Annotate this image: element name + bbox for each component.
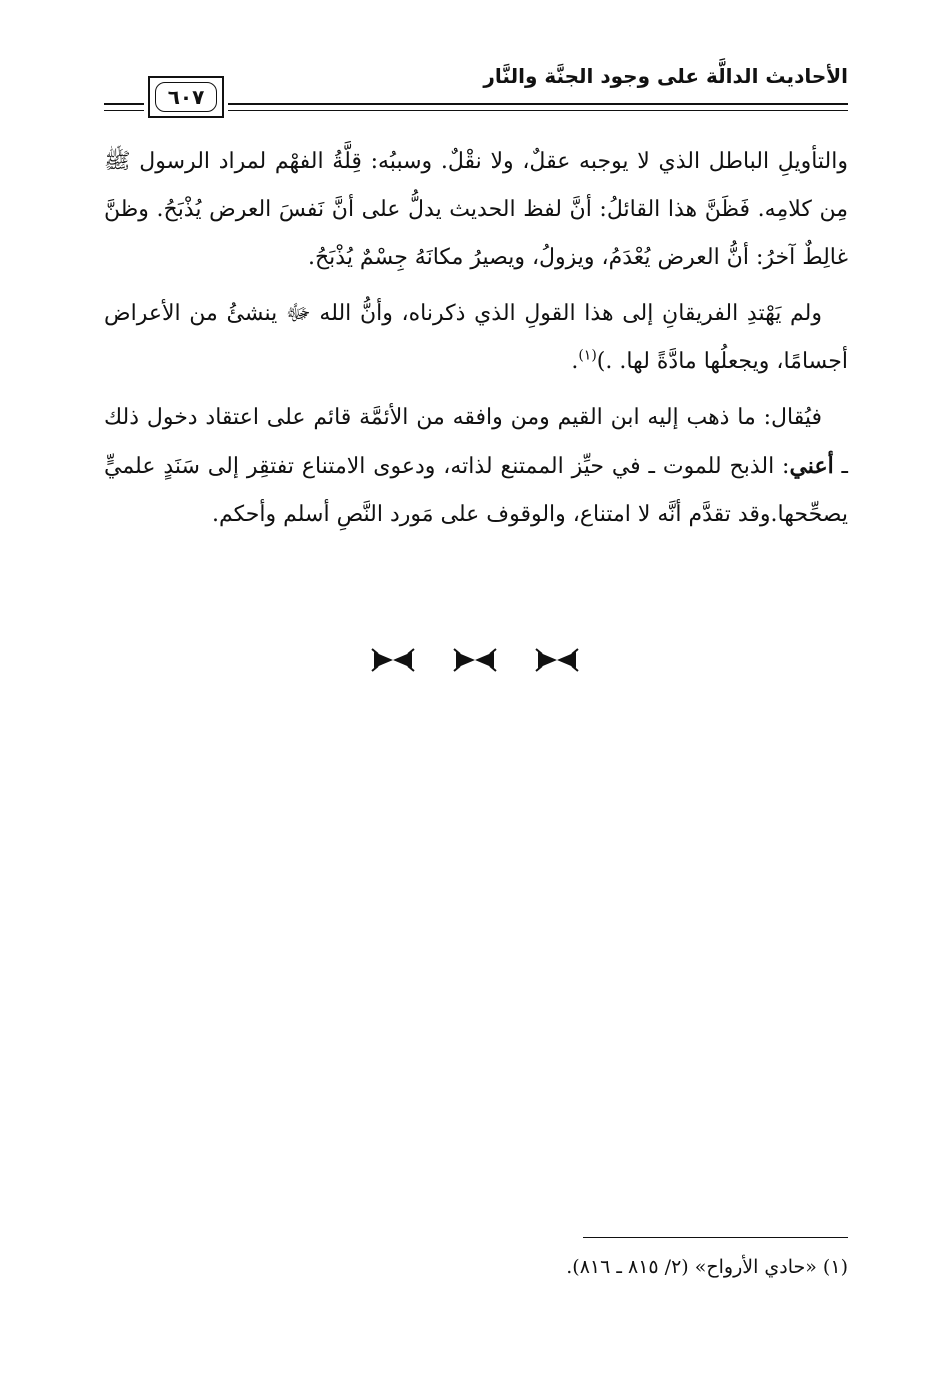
running-title: الأحاديث الدالَّة على وجود الجنَّة والنَّار — [483, 64, 848, 88]
page-number: ٦٠٧ — [155, 82, 217, 112]
ornament-icon — [370, 646, 416, 674]
paragraph-2-text: ولم يَهْتدِ الفريقانِ إلى هذا القولِ الذي ذكرناه، وأنُّ الله ﷻ ينشئُ من الأعراض أجسامًا، ويجعلُها مادَّةً لها. .) — [104, 301, 848, 374]
paragraph-2 — [104, 290, 848, 386]
page-header — [104, 58, 848, 124]
footnote-reference[interactable]: (١) — [578, 347, 597, 364]
header-rule-right — [228, 103, 848, 111]
footnote: (١) «حادي الأرواح» (٢/ ٨١٥ ـ ٨١٦). — [566, 1256, 848, 1278]
main-text — [104, 138, 848, 547]
ornament-icon — [534, 646, 580, 674]
paragraph-3-rest: : الذبح للموت ـ في حيِّز الممتنع لذاته، ودعوى الامتناع تفتقِر إلى سَنَدٍ علميٍّ يصحِّحها.وقد تقدَّم أنَّه لا امتناع، والوقوف على مَورد النَّصِ أسلم وأحكم. — [104, 454, 848, 527]
paragraph-3-start: فيُقال: ما ذهب إليه ابن القيم ومن وافقه من الأئمَّة قائم على اعتقاد دخول ذلك ـ — [104, 405, 848, 479]
paragraph-3 — [104, 394, 848, 539]
section-divider — [370, 640, 580, 680]
page-number-frame — [148, 76, 224, 118]
header-rule-left — [104, 103, 144, 111]
footnote-separator — [583, 1237, 848, 1238]
paragraph-3-bold: أعني — [789, 453, 834, 479]
paragraph-1: والتأويلِ الباطل الذي لا يوجبه عقلٌ، ولا نقْلٌ. وسببُه: قِلَّةُ الفهْم لمراد الرسول ﷺ مِن كلامِه. فَظَنَّ هذا القائلُ: أنَّ لفظ الحديث يدلُّ على أنَّ نَفسَ العرض يُذْبَحُ. وظنَّ غالِطٌ آخرُ: أنُّ العرض يُعْدَمُ، ويزولُ، ويصيرُ مكانَهُ جِسْمٌ يُذْبَحُ. — [104, 149, 848, 270]
paragraph-2-end: . — [571, 349, 579, 374]
ornament-icon — [452, 646, 498, 674]
